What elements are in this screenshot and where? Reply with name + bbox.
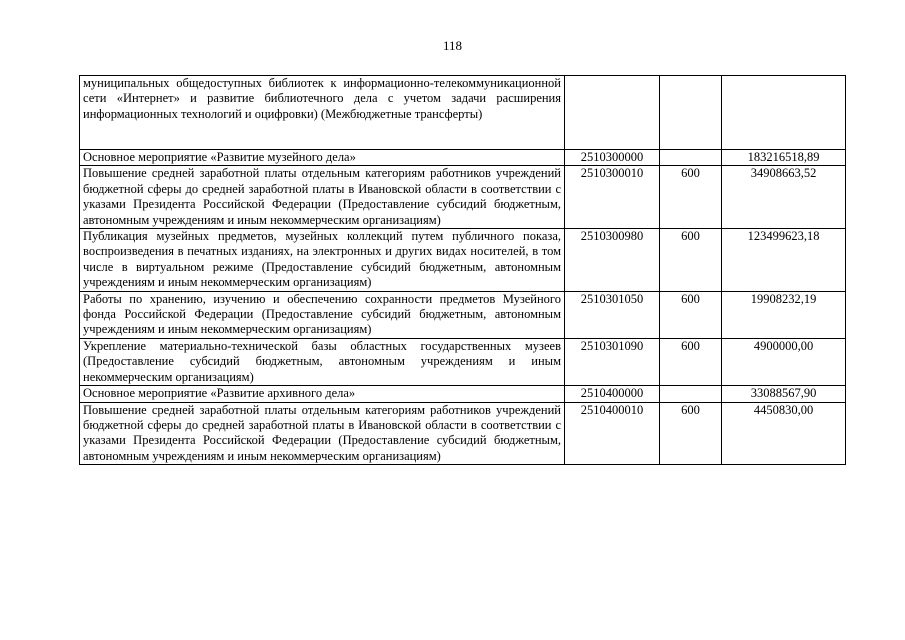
row-amount: 33088567,90 bbox=[722, 386, 846, 402]
row-description: Основное мероприятие «Развитие музейного дела» bbox=[80, 150, 565, 166]
row-expense-type: 600 bbox=[660, 229, 722, 292]
row-description: Укрепление материально-технической базы областных государственных музеев (Предоставление субсидий бюджетным, автономным учреждениям и иным некоммерческим организациям) bbox=[80, 338, 565, 385]
row-amount: 34908663,52 bbox=[722, 166, 846, 229]
table-row bbox=[80, 338, 846, 385]
row-expense-type: 600 bbox=[660, 402, 722, 465]
row-target-code bbox=[565, 76, 660, 150]
table-row bbox=[80, 402, 846, 465]
row-description: Основное мероприятие «Развитие архивного дела» bbox=[80, 386, 565, 402]
row-amount: 4450830,00 bbox=[722, 402, 846, 465]
row-expense-type: 600 bbox=[660, 166, 722, 229]
table-row bbox=[80, 76, 846, 150]
table-row bbox=[80, 291, 846, 338]
row-amount: 123499623,18 bbox=[722, 229, 846, 292]
row-amount: 183216518,89 bbox=[722, 150, 846, 166]
row-target-code: 2510300980 bbox=[565, 229, 660, 292]
table-row bbox=[80, 166, 846, 229]
row-amount: 4900000,00 bbox=[722, 338, 846, 385]
row-description: Повышение средней заработной платы отдельным категориям работников учреждений бюджетной сферы до средней заработной платы в Ивановской области в соответствии с указами Президента Российской Федерации (Предоставление субсидий бюджетным, автономным учреждениям и иным некоммерческим организациям) bbox=[80, 402, 565, 465]
row-description: Повышение средней заработной платы отдельным категориям работников учреждений бюджетной сферы до средней заработной платы в Ивановской области в соответствии с указами Президента Российской Федерации (Предоставление субсидий бюджетным, автономным учреждениям и иным некоммерческим организациям) bbox=[80, 166, 565, 229]
table-row bbox=[80, 150, 846, 166]
row-target-code: 2510300000 bbox=[565, 150, 660, 166]
row-description: муниципальных общедоступных библиотек к информационно-телекоммуникационной сети «Интернет» и развитие библиотечного дела с учетом задачи расширения информационных технологий и оцифровки) (Межбюджетные трансферты) bbox=[80, 76, 565, 150]
row-description: Публикация музейных предметов, музейных коллекций путем публичного показа, воспроизведения в печатных изданиях, на электронных и других видах носителей, в том числе в виртуальном режиме (Предоставление субсидий бюджетным, автономным учреждениям и иным некоммерческим организациям) bbox=[80, 229, 565, 292]
row-expense-type bbox=[660, 386, 722, 402]
row-description: Работы по хранению, изучению и обеспечению сохранности предметов Музейного фонда Российской Федерации (Предоставление субсидий бюджетным, автономным учреждениям и иным некоммерческим организациям) bbox=[80, 291, 565, 338]
table-row bbox=[80, 229, 846, 292]
table-row bbox=[80, 386, 846, 402]
row-amount: 19908232,19 bbox=[722, 291, 846, 338]
row-target-code: 2510400010 bbox=[565, 402, 660, 465]
row-expense-type: 600 bbox=[660, 291, 722, 338]
row-expense-type: 600 bbox=[660, 338, 722, 385]
row-target-code: 2510300010 bbox=[565, 166, 660, 229]
row-target-code: 2510400000 bbox=[565, 386, 660, 402]
budget-table bbox=[79, 75, 846, 465]
page-number: 118 bbox=[442, 38, 463, 53]
row-target-code: 2510301090 bbox=[565, 338, 660, 385]
row-expense-type bbox=[660, 76, 722, 150]
row-target-code: 2510301050 bbox=[565, 291, 660, 338]
row-expense-type bbox=[660, 150, 722, 166]
row-amount bbox=[722, 76, 846, 150]
